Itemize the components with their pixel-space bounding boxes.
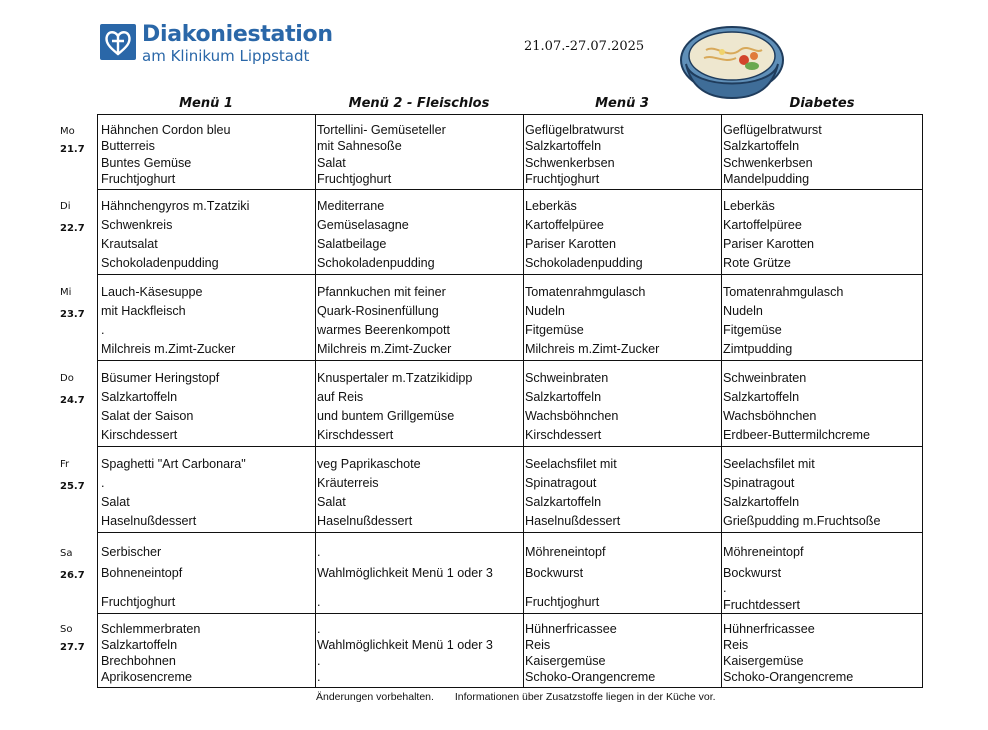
menu-item-line: Salat der Saison — [101, 409, 194, 423]
menu-item-line: veg Paprikaschote — [317, 457, 421, 471]
day-name: Di — [60, 201, 71, 212]
row-divider — [98, 613, 922, 614]
row-divider — [98, 189, 922, 190]
column-header-menu1: Menü 1 — [179, 96, 233, 111]
menu-item-line: . — [101, 476, 105, 490]
column-divider — [523, 115, 524, 687]
menu-item-line: Seelachsfilet mit — [525, 457, 617, 471]
footer — [316, 691, 716, 703]
day-date: 22.7 — [60, 223, 85, 234]
menu-item-line: Mandelpudding — [723, 172, 810, 186]
day-label-thursday — [60, 374, 85, 406]
menu-item-line: Serbischer — [101, 545, 162, 559]
menu-item-line: Spinatragout — [723, 476, 795, 490]
menu-item-line: Schokoladenpudding — [101, 256, 219, 270]
menu-item-line: Salzkartoffeln — [723, 390, 800, 404]
menu-item-line: Reis — [723, 638, 749, 652]
menu-item-line: Nudeln — [723, 304, 763, 318]
menu-item-line: warmes Beerenkompott — [317, 323, 450, 337]
diakonie-heart-cross-icon — [100, 24, 136, 60]
day-date: 26.7 — [60, 570, 85, 581]
day-label-saturday — [60, 549, 85, 581]
menu-item-line: Möhreneintopf — [525, 545, 606, 559]
menu-item-line: Schoko-Orangencreme — [723, 670, 854, 684]
day-name: Mo — [60, 126, 75, 137]
menu-item-line: Wahlmöglichkeit Menü 1 oder 3 — [317, 566, 493, 580]
menu-item-line: Möhreneintopf — [723, 545, 804, 559]
menu-item-line: Salzkartoffeln — [101, 390, 178, 404]
day-label-monday — [60, 127, 85, 155]
menu-item-line: Fruchtdessert — [723, 598, 800, 612]
menu-item-line: Tortellini- Gemüseteller — [317, 123, 446, 137]
menu-item-line: Spaghetti "Art Carbonara" — [101, 457, 246, 471]
menu-item-line: Milchreis m.Zimt-Zucker — [317, 342, 452, 356]
menu-item-line: Milchreis m.Zimt-Zucker — [525, 342, 660, 356]
menu-item-line: mit Hackfleisch — [101, 304, 186, 318]
menu-item-line: Wachsböhnchen — [525, 409, 619, 423]
menu-item-line: Pariser Karotten — [723, 237, 814, 251]
row-divider — [98, 360, 922, 361]
menu-item-line: Wachsböhnchen — [723, 409, 817, 423]
menu-item-line: Schwenkerbsen — [525, 156, 615, 170]
date-range: 21.07.-27.07.2025 — [524, 39, 645, 54]
menu-item-line: Haselnußdessert — [101, 514, 197, 528]
menu-item-line: Schokoladenpudding — [317, 256, 435, 270]
column-divider — [721, 115, 722, 687]
org-name: Diakoniestation — [142, 22, 333, 47]
day-name: Fr — [60, 459, 70, 470]
menu-item-line: Schweinbraten — [723, 371, 807, 385]
day-date: 27.7 — [60, 642, 85, 653]
menu-item-line: Fitgemüse — [723, 323, 782, 337]
menu-item-line: . — [317, 622, 321, 636]
row-divider — [98, 532, 922, 533]
menu-item-line: Spinatragout — [525, 476, 597, 490]
day-name: Sa — [60, 548, 73, 559]
menu-item-line: Kaisergemüse — [723, 654, 804, 668]
menu-item-line: Salzkartoffeln — [101, 638, 178, 652]
menu-item-line: Schweinbraten — [525, 371, 609, 385]
day-name: Do — [60, 373, 74, 384]
menu-item-line: Fruchtjoghurt — [525, 172, 600, 186]
menu-item-line: Salat — [101, 495, 130, 509]
menu-item-line: Haselnußdessert — [525, 514, 621, 528]
menu-item-line: Schwenkreis — [101, 218, 173, 232]
menu-item-line: Bohneneintopf — [101, 566, 183, 580]
day-name: So — [60, 624, 73, 635]
menu-item-line: . — [723, 581, 727, 595]
day-label-tuesday — [60, 202, 85, 234]
menu-item-line: Büsumer Heringstopf — [101, 371, 220, 385]
menu-item-line: Schlemmerbraten — [101, 622, 201, 636]
menu-item-line: Kirschdessert — [101, 428, 178, 442]
menu-item-line: Brechbohnen — [101, 654, 176, 668]
soup-bowl-icon — [678, 20, 786, 104]
menu-item-line: Salat — [317, 156, 346, 170]
menu-item-line: Geflügelbratwurst — [723, 123, 822, 137]
menu-item-line: Bockwurst — [723, 566, 782, 580]
menu-item-line: Butterreis — [101, 139, 155, 153]
column-header-menu2: Menü 2 - Fleischlos — [348, 96, 490, 111]
menu-item-line: Salzkartoffeln — [525, 495, 602, 509]
menu-item-line: Hähnchengyros m.Tzatziki — [101, 199, 250, 213]
menu-item-line: Kirschdessert — [317, 428, 394, 442]
column-header-menu3: Menü 3 — [595, 96, 649, 111]
menu-item-line: Salzkartoffeln — [525, 139, 602, 153]
menu-item-line: Reis — [525, 638, 551, 652]
column-divider — [315, 115, 316, 687]
org-subtitle: am Klinikum Lippstadt — [142, 47, 310, 65]
menu-item-line: Hühnerfricassee — [723, 622, 815, 636]
menu-item-line: Gemüselasagne — [317, 218, 409, 232]
menu-item-line: . — [101, 323, 105, 337]
menu-item-line: Fruchtjoghurt — [101, 172, 176, 186]
day-label-sunday — [60, 625, 85, 653]
menu-item-line: und buntem Grillgemüse — [317, 409, 455, 423]
day-name: Mi — [60, 287, 72, 298]
menu-item-line: Erdbeer-Buttermilchcreme — [723, 428, 870, 442]
menu-item-line: Milchreis m.Zimt-Zucker — [101, 342, 236, 356]
menu-item-line: Fitgemüse — [525, 323, 584, 337]
menu-item-line: Tomatenrahmgulasch — [723, 285, 844, 299]
footer-note-changes: Änderungen vorbehalten. — [316, 691, 434, 703]
day-label-wednesday — [60, 288, 85, 320]
menu-item-line: Salzkartoffeln — [723, 495, 800, 509]
menu-item-line: auf Reis — [317, 390, 364, 404]
menu-item-line: Quark-Rosinenfüllung — [317, 304, 439, 318]
menu-item-line: Geflügelbratwurst — [525, 123, 624, 137]
menu-item-line: Seelachsfilet mit — [723, 457, 815, 471]
day-date: 25.7 — [60, 481, 85, 492]
menu-item-line: . — [317, 595, 321, 609]
menu-item-line: Grießpudding m.Fruchtsoße — [723, 514, 881, 528]
menu-item-line: Hühnerfricassee — [525, 622, 617, 636]
menu-item-line: Fruchtjoghurt — [317, 172, 392, 186]
menu-item-line: Hähnchen Cordon bleu — [101, 123, 231, 137]
menu-item-line: Kaisergemüse — [525, 654, 606, 668]
menu-item-line: Salatbeilage — [317, 237, 387, 251]
menu-item-line: Kartoffelpüree — [525, 218, 604, 232]
menu-item-line: Krautsalat — [101, 237, 158, 251]
menu-item-line: . — [317, 654, 321, 668]
menu-item-line: Schoko-Orangencreme — [525, 670, 656, 684]
menu-item-line: Salat — [317, 495, 346, 509]
menu-item-line: mit Sahnesoße — [317, 139, 402, 153]
menu-item-line: Pfannkuchen mit feiner — [317, 285, 446, 299]
menu-item-line: Wahlmöglichkeit Menü 1 oder 3 — [317, 638, 493, 652]
menu-item-line: Knuspertaler m.Tzatzikidipp — [317, 371, 473, 385]
row-divider — [98, 274, 922, 275]
menu-item-line: Aprikosencreme — [101, 670, 192, 684]
row-divider — [98, 446, 922, 447]
menu-item-line: Salzkartoffeln — [525, 390, 602, 404]
menu-item-line: Lauch-Käsesuppe — [101, 285, 203, 299]
menu-item-line: Nudeln — [525, 304, 565, 318]
menu-item-line: Salzkartoffeln — [723, 139, 800, 153]
day-label-friday — [60, 460, 85, 492]
column-header-diabetes: Diabetes — [789, 96, 855, 111]
menu-item-line: Schwenkerbsen — [723, 156, 813, 170]
menu-item-line: Bockwurst — [525, 566, 584, 580]
menu-item-line: Rote Grütze — [723, 256, 791, 270]
menu-item-line: Mediterrane — [317, 199, 385, 213]
day-date: 21.7 — [60, 144, 85, 155]
menu-item-line: Fruchtjoghurt — [101, 595, 176, 609]
menu-item-line: Kartoffelpüree — [723, 218, 802, 232]
menu-item-line: Kräuterreis — [317, 476, 379, 490]
footer-note-additives: Informationen über Zusatzstoffe liegen in der Küche vor. — [454, 691, 716, 703]
menu-item-line: Fruchtjoghurt — [525, 595, 600, 609]
menu-item-line: . — [317, 545, 321, 559]
day-date: 23.7 — [60, 309, 85, 320]
menu-item-line: Pariser Karotten — [525, 237, 616, 251]
menu-item-line: Tomatenrahmgulasch — [525, 285, 646, 299]
menu-item-line: Buntes Gemüse — [101, 156, 192, 170]
menu-item-line: Leberkäs — [723, 199, 775, 213]
menu-item-line: Haselnußdessert — [317, 514, 413, 528]
menu-item-line: . — [317, 670, 321, 684]
menu-item-line: Kirschdessert — [525, 428, 602, 442]
menu-item-line: Schokoladenpudding — [525, 256, 643, 270]
menu-item-line: Zimtpudding — [723, 342, 793, 356]
logo — [100, 24, 333, 64]
day-date: 24.7 — [60, 395, 85, 406]
menu-item-line: Leberkäs — [525, 199, 577, 213]
